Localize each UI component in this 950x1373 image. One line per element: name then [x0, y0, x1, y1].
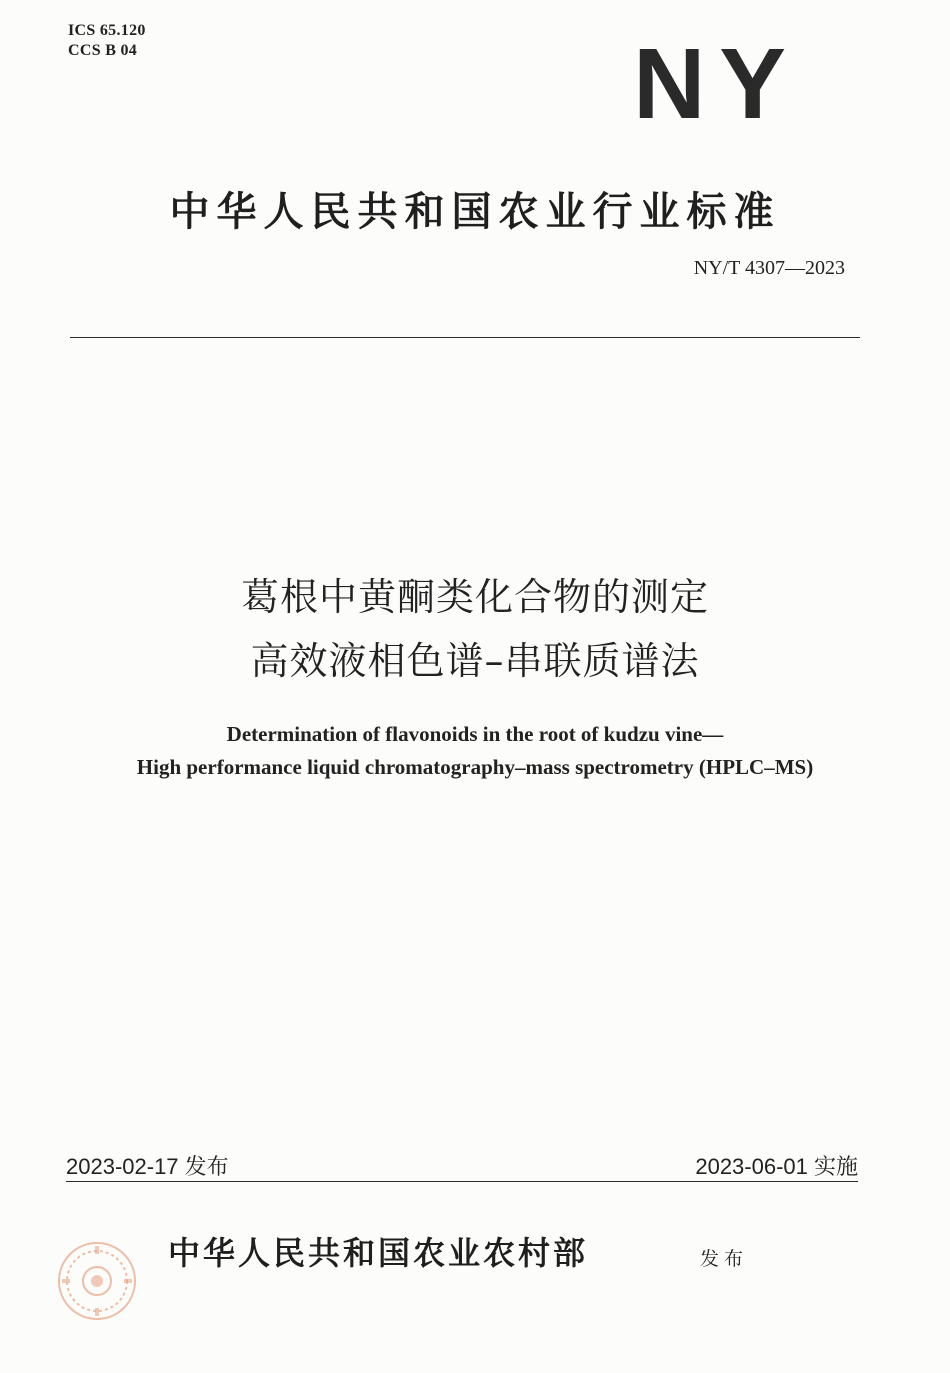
- implementation-date: 2023-06-01 实施: [695, 1154, 858, 1179]
- chinese-title-line-2: 高效液相色谱–串联质谱法: [250, 639, 700, 683]
- footer-divider: [66, 1181, 858, 1182]
- ics-code: ICS 65.120: [68, 22, 146, 39]
- issue-date: 2023-02-17 发布: [66, 1154, 229, 1179]
- issuing-authority: 中华人民共和国农业农村部: [168, 1234, 589, 1272]
- official-seal-icon: [56, 1240, 138, 1322]
- header-divider: [70, 337, 860, 338]
- english-title-line-1: Determination of flavonoids in the root of kudzu vine—: [226, 722, 724, 746]
- english-title-line-2: High performance liquid chromatography–mass spectrometry (HPLC–MS): [136, 755, 814, 779]
- ccs-code: CCS B 04: [68, 42, 138, 59]
- chinese-title-line-1: 葛根中黄酮类化合物的测定: [240, 575, 709, 619]
- issuer-action-label: 发布: [700, 1248, 749, 1270]
- standard-category-title: 中华人民共和国农业行业标准: [169, 188, 781, 235]
- ny-logo: NY: [633, 28, 800, 140]
- standard-number: NY/T 4307—2023: [693, 257, 845, 279]
